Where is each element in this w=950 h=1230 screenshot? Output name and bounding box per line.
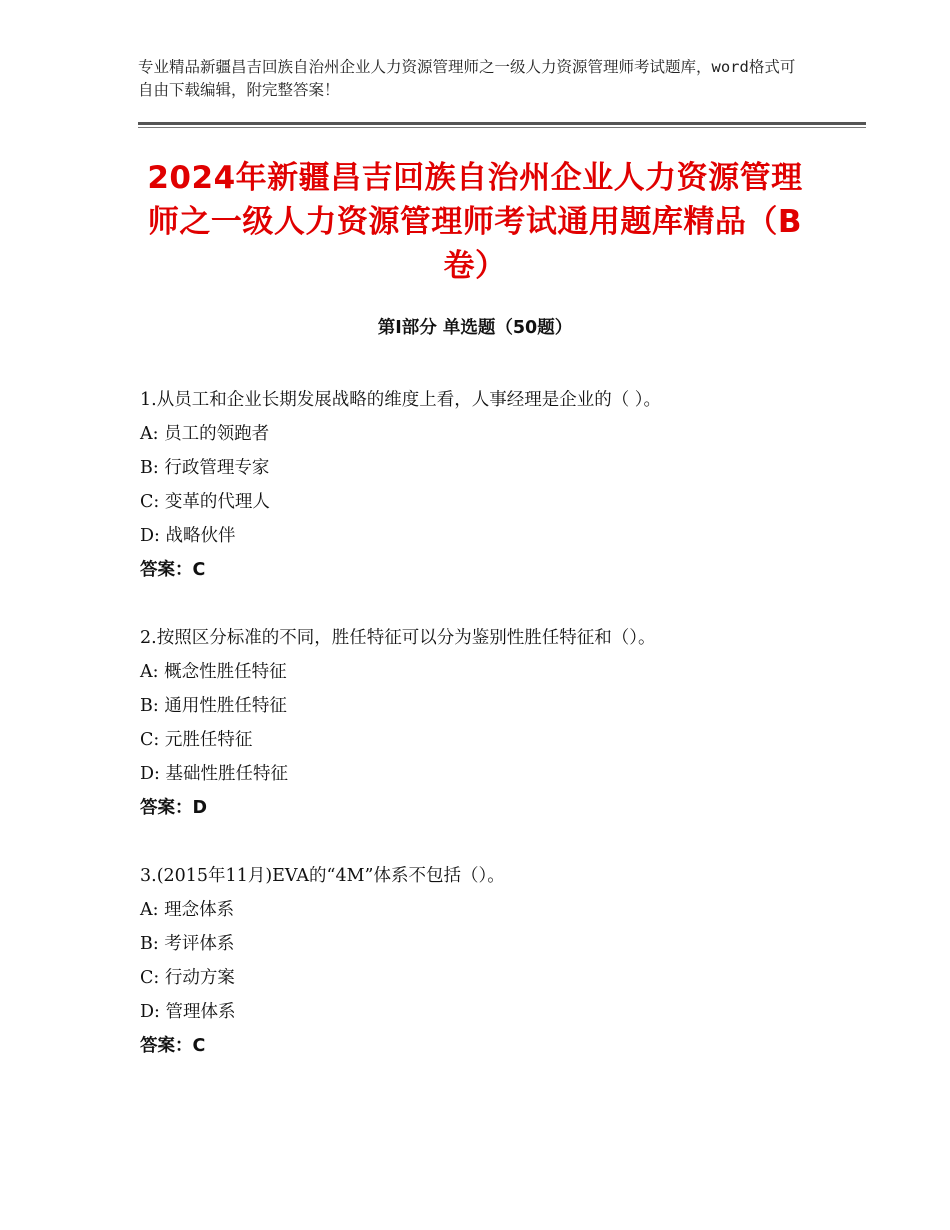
option-b: B: 通用性胜任特征 (140, 696, 287, 716)
question-stem: 1.从员工和企业长期发展战略的维度上看，人事经理是企业的（ ）。 (140, 390, 662, 410)
option-a: A: 概念性胜任特征 (140, 662, 287, 682)
option-b: B: 考评体系 (140, 934, 235, 954)
answer-line: 答案：D (140, 798, 208, 818)
option-a: A: 理念体系 (140, 900, 235, 920)
header-note: 专业精品新疆昌吉回族自治州企业人力资源管理师之一级人力资源管理师考试题库，word格式可自由下载编辑，附完整答案！ (138, 58, 796, 99)
option-d: D: 基础性胜任特征 (140, 764, 288, 784)
option-d: D: 管理体系 (140, 1002, 236, 1022)
question-list (140, 383, 840, 1097)
document-title: 2024年新疆昌吉回族自治州企业人力资源管理师之一级人力资源管理师考试通用题库精品（B卷） (147, 160, 803, 284)
section-heading: 第Ⅰ部分 单选题（50题） (377, 318, 573, 338)
option-c: C: 变革的代理人 (140, 492, 270, 512)
option-a: A: 员工的领跑者 (140, 424, 270, 444)
question-2 (140, 621, 840, 825)
header-rule-thick (138, 122, 866, 125)
answer-line: 答案：C (140, 560, 206, 580)
question-1 (140, 383, 840, 587)
question-stem: 3.(2015年11月)EVA的“4M”体系不包括（）。 (140, 866, 505, 886)
question-stem: 2.按照区分标准的不同，胜任特征可以分为鉴别性胜任特征和（）。 (140, 628, 656, 648)
answer-line: 答案：C (140, 1036, 206, 1056)
header-rule-thin (138, 127, 866, 128)
option-c: C: 行动方案 (140, 968, 235, 988)
option-c: C: 元胜任特征 (140, 730, 253, 750)
question-3 (140, 859, 840, 1063)
option-b: B: 行政管理专家 (140, 458, 270, 478)
option-d: D: 战略伙伴 (140, 526, 236, 546)
